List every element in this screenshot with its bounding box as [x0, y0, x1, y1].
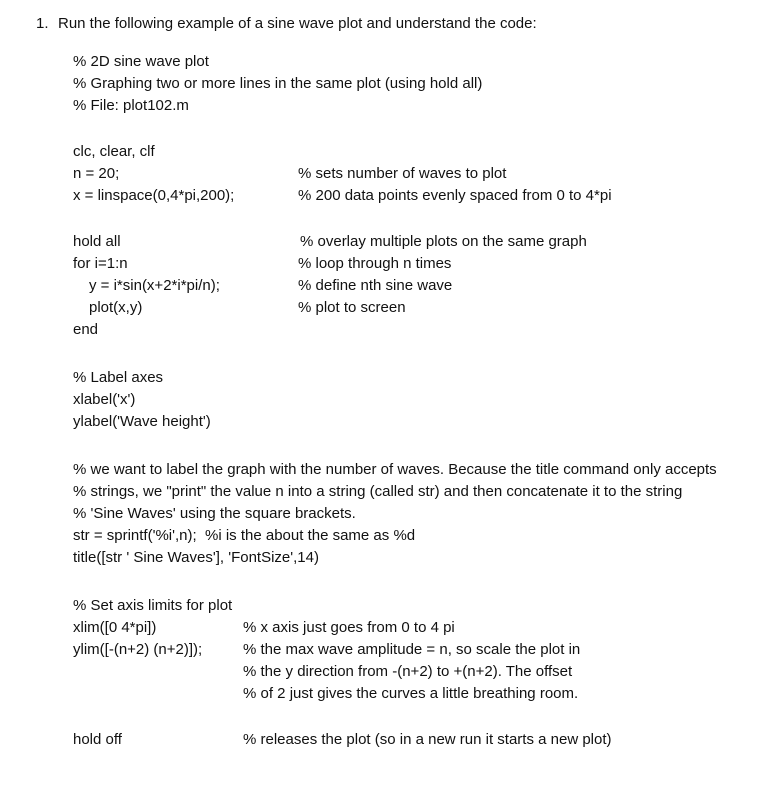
- code-comment-n: % sets number of waves to plot: [298, 165, 507, 182]
- question-number: 1.: [36, 15, 49, 32]
- code-comment-linspace: % 200 data points evenly spaced from 0 to 4*pi: [298, 187, 612, 204]
- code-line-title: title([str ' Sine Waves'], 'FontSize',14): [73, 549, 319, 566]
- code-comment-for: % loop through n times: [298, 255, 452, 272]
- code-comment-label-axes: % Label axes: [73, 369, 164, 386]
- code-comment-hold-off: % releases the plot (so in a new run it starts a new plot): [243, 731, 612, 748]
- code-line-for: for i=1:n: [73, 255, 128, 272]
- code-line-end: end: [73, 321, 99, 338]
- code-comment-hold-all: % overlay multiple plots on the same graph: [300, 233, 587, 250]
- code-comment-title-3: % 'Sine Waves' using the square brackets.: [73, 505, 356, 522]
- code-comment-description: % Graphing two or more lines in the same plot (using hold all): [73, 75, 483, 92]
- code-comment-ylim-3: % of 2 just gives the curves a little breathing room.: [243, 685, 579, 702]
- code-comment-ylim-2: % the y direction from -(n+2) to +(n+2). The offset: [243, 663, 573, 680]
- code-line-clc: clc, clear, clf: [73, 143, 155, 160]
- code-line-hold-all: hold all: [73, 233, 121, 250]
- code-line-linspace: x = linspace(0,4*pi,200);: [73, 187, 235, 204]
- code-comment-axis-limits: % Set axis limits for plot: [73, 597, 233, 614]
- code-comment-plot: % plot to screen: [298, 299, 406, 316]
- code-line-n: n = 20;: [73, 165, 120, 182]
- code-line-sine: y = i*sin(x+2*i*pi/n);: [89, 277, 220, 294]
- question-prompt: Run the following example of a sine wave plot and understand the code:: [58, 15, 537, 32]
- code-comment-title-1: % we want to label the graph with the number of waves. Because the title command only accepts: [73, 461, 717, 478]
- code-comment-xlim: % x axis just goes from 0 to 4 pi: [243, 619, 455, 636]
- code-line-xlabel: xlabel('x'): [73, 391, 136, 408]
- code-line-hold-off: hold off: [73, 731, 122, 748]
- code-line-plot: plot(x,y): [89, 299, 143, 316]
- code-line-xlim: xlim([0 4*pi]): [73, 619, 157, 636]
- code-comment-title: % 2D sine wave plot: [73, 53, 209, 70]
- code-line-ylabel: ylabel('Wave height'): [73, 413, 211, 430]
- code-line-sprintf: str = sprintf('%i',n); %i is the about the same as %d: [73, 527, 416, 544]
- code-comment-sine: % define nth sine wave: [298, 277, 453, 294]
- code-comment-title-2: % strings, we "print" the value n into a string (called str) and then concatenate it to the string: [73, 483, 683, 500]
- code-comment-filename: % File: plot102.m: [73, 97, 189, 114]
- code-line-ylim: ylim([-(n+2) (n+2)]);: [73, 641, 203, 658]
- code-comment-ylim-1: % the max wave amplitude = n, so scale the plot in: [243, 641, 581, 658]
